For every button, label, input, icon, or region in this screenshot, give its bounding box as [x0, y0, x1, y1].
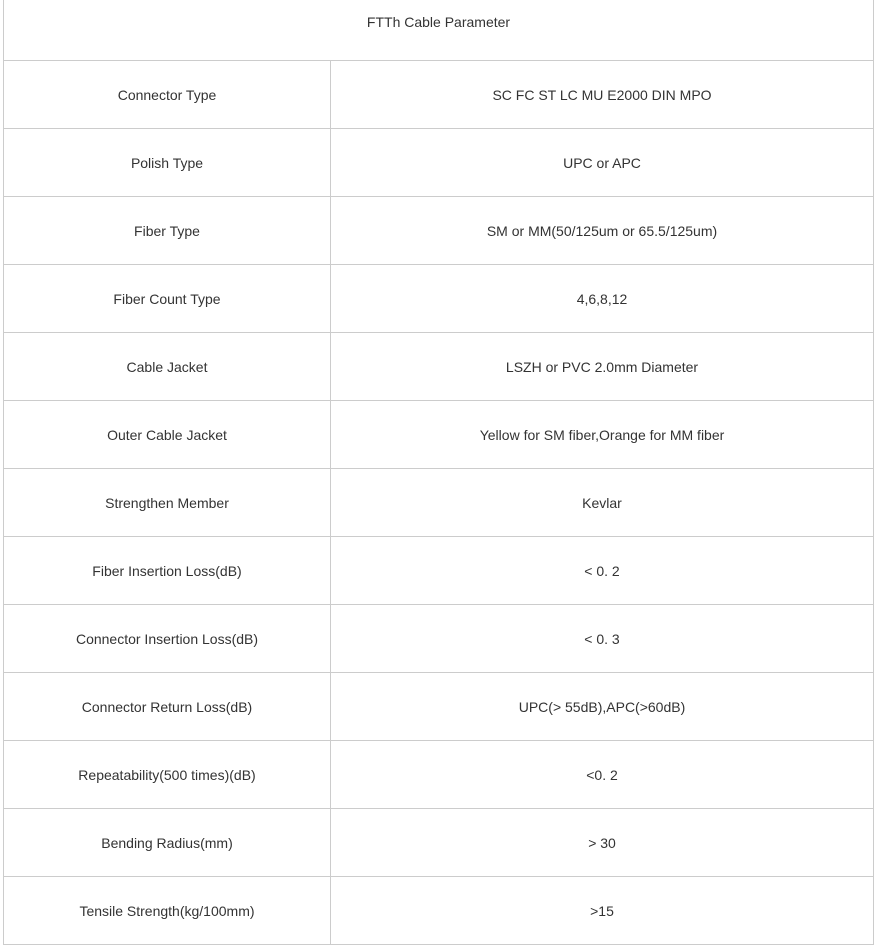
table-row: [4, 809, 874, 877]
table-row: [4, 877, 874, 945]
table-row: [4, 129, 874, 197]
row-label: Connector Return Loss(dB): [4, 673, 331, 741]
ftth-parameter-table: [3, 0, 874, 945]
row-value: Kevlar: [331, 469, 874, 537]
row-label: Fiber Count Type: [4, 265, 331, 333]
row-label: Polish Type: [4, 129, 331, 197]
row-label: Repeatability(500 times)(dB): [4, 741, 331, 809]
table-row: [4, 605, 874, 673]
row-label: Connector Insertion Loss(dB): [4, 605, 331, 673]
row-value: > 30: [331, 809, 874, 877]
table-row: [4, 537, 874, 605]
row-value: SM or MM(50/125um or 65.5/125um): [331, 197, 874, 265]
table-row: [4, 265, 874, 333]
row-label: Outer Cable Jacket: [4, 401, 331, 469]
row-value: < 0. 3: [331, 605, 874, 673]
row-value: 4,6,8,12: [331, 265, 874, 333]
row-value: UPC or APC: [331, 129, 874, 197]
row-label: Cable Jacket: [4, 333, 331, 401]
row-value: < 0. 2: [331, 537, 874, 605]
row-value: LSZH or PVC 2.0mm Diameter: [331, 333, 874, 401]
table-title-cell: [4, 0, 874, 61]
row-label: Connector Type: [4, 61, 331, 129]
row-value: UPC(> 55dB),APC(>60dB): [331, 673, 874, 741]
row-value: Yellow for SM fiber,Orange for MM fiber: [331, 401, 874, 469]
table-title-row: [4, 0, 874, 61]
table-row: [4, 197, 874, 265]
table-row: [4, 333, 874, 401]
row-value: >15: [331, 877, 874, 945]
row-label: Bending Radius(mm): [4, 809, 331, 877]
row-label: Fiber Type: [4, 197, 331, 265]
row-value: <0. 2: [331, 741, 874, 809]
table-row: [4, 469, 874, 537]
table-row: [4, 673, 874, 741]
row-value: SC FC ST LC MU E2000 DIN MPO: [331, 61, 874, 129]
table-row: [4, 401, 874, 469]
table-row: [4, 61, 874, 129]
table-title: FTTh Cable Parameter: [366, 14, 511, 30]
table-row: [4, 741, 874, 809]
row-label: Fiber Insertion Loss(dB): [4, 537, 331, 605]
row-label: Strengthen Member: [4, 469, 331, 537]
row-label: Tensile Strength(kg/100mm): [4, 877, 331, 945]
